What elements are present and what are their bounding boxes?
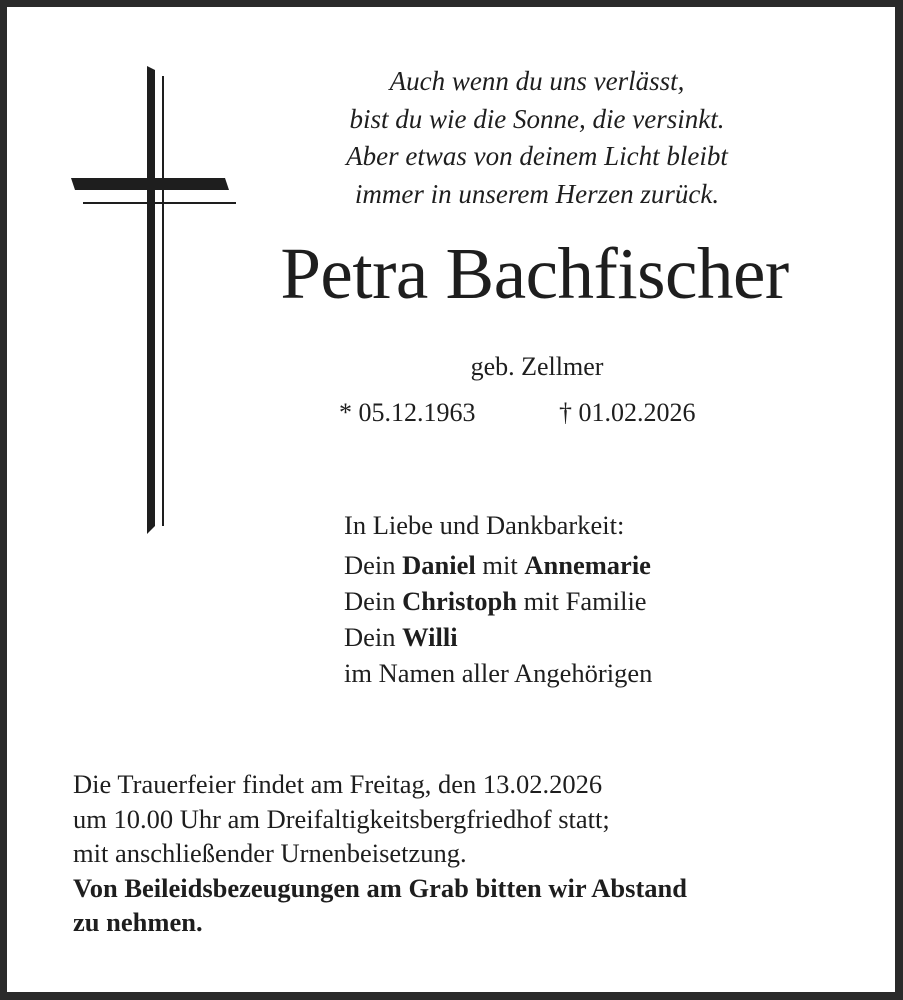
mourner-name: Willi [402, 622, 458, 652]
service-line: Die Trauerfeier findet am Freitag, den 13.02.2026 [73, 769, 603, 799]
death-date: † 01.02.2026 [559, 398, 696, 427]
service-line: mit anschließender Urnenbeisetzung. [73, 838, 467, 868]
condolence-note: zu nehmen. [73, 907, 203, 937]
poem-line: immer in unserem Herzen zurück. [354, 178, 720, 209]
mourner-prefix: Dein [344, 586, 403, 616]
birth-date: * 05.12.1963 [339, 398, 476, 427]
maiden-name: geb. Zellmer [470, 352, 604, 381]
poem-line: bist du wie die Sonne, die versinkt. [349, 103, 725, 134]
mourner-name: Annemarie [524, 550, 651, 580]
mourner-middle: mit Familie [517, 586, 647, 616]
poem [277, 63, 797, 213]
mourner-middle: mit [475, 550, 525, 580]
mourners-intro: In Liebe und Dankbarkeit: [344, 510, 625, 540]
poem-line: Auch wenn du uns verlässt, [389, 66, 685, 96]
service-line: um 10.00 Uhr am Dreifaltigkeitsbergfriedhof statt; [73, 803, 610, 834]
mourner-name: Daniel [402, 550, 476, 580]
mourner-line [344, 583, 794, 619]
mourner-line [344, 619, 794, 655]
poem-line: Aber etwas von deinem Licht bleibt [346, 141, 728, 171]
mourner-prefix: Dein [344, 622, 403, 652]
mourner-name: Christoph [402, 586, 518, 616]
mourner-prefix: Dein [344, 550, 403, 580]
mourner-line [344, 547, 794, 583]
service-info [73, 767, 853, 940]
mourners-closing: im Namen aller Angehörigen [344, 658, 653, 688]
condolence-note: Von Beileidsbezeugungen am Grab bitten wir Abstand [73, 872, 688, 903]
deceased-name: Petra Bachfischer [280, 233, 789, 314]
mourners [344, 507, 794, 691]
